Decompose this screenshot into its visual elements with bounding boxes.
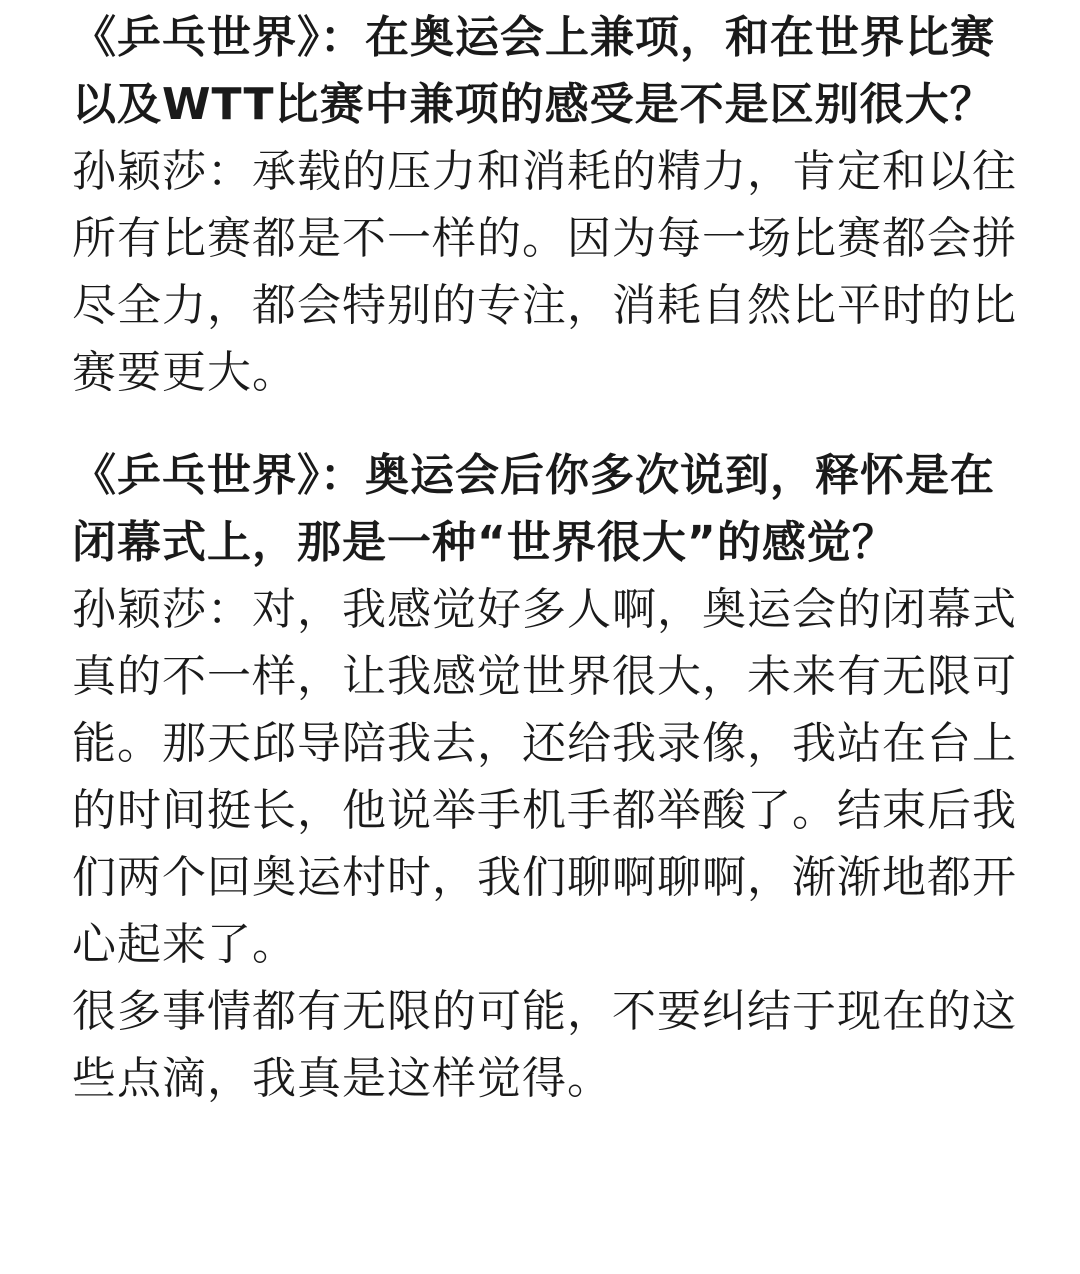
article-body bbox=[72, 4, 1022, 1112]
qa-block-1 bbox=[72, 4, 1022, 406]
interview-answer: 孙颖莎：承载的压力和消耗的精力，肯定和以往所有比赛都是不一样的。因为每一场比赛都会拼尽全力，都会特别的专注，消耗自然比平时的比赛要更大。 bbox=[72, 146, 1017, 398]
interview-question: 《乒乓世界》：奥运会后你多次说到，释怀是在闭幕式上，那是一种“世界很大”的感觉？ bbox=[72, 450, 995, 568]
interview-question: 《乒乓世界》：在奥运会上兼项，和在世界比赛以及WTT比赛中兼项的感受是不是区别很大？ bbox=[72, 12, 995, 130]
interview-answer: 孙颖莎：对，我感觉好多人啊，奥运会的闭幕式真的不一样，让我感觉世界很大，未来有无限可能。那天邱导陪我去，还给我录像，我站在台上的时间挺长，他说举手机手都举酸了。结束后我们两个回奥运村时，我们聊啊聊啊，渐渐地都开心起来了。 bbox=[72, 584, 1017, 970]
qa-block-2 bbox=[72, 442, 1022, 1112]
interview-answer-continued: 很多事情都有无限的可能，不要纠结于现在的这些点滴，我真是这样觉得。 bbox=[72, 986, 1017, 1104]
